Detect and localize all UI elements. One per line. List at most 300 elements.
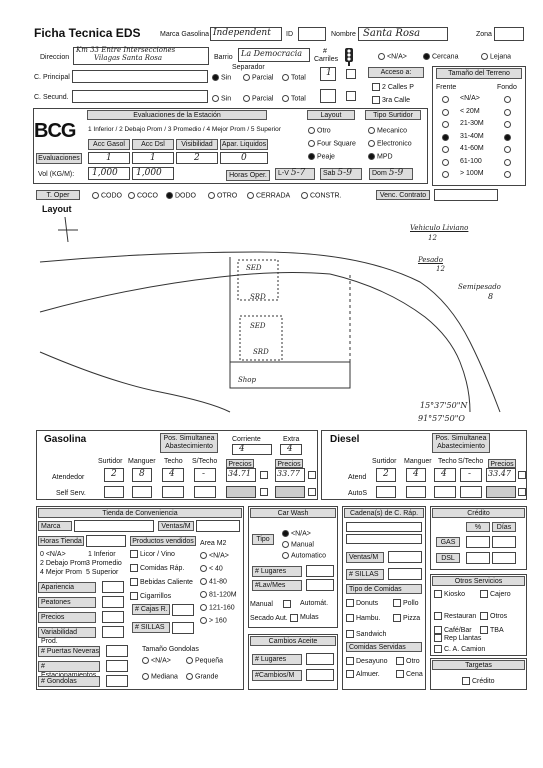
credito-dsl-pct[interactable] bbox=[466, 552, 490, 564]
producto-item[interactable] bbox=[130, 550, 175, 558]
comida-hambu[interactable] bbox=[346, 614, 381, 622]
oper-cerrada-option[interactable] bbox=[247, 192, 290, 199]
servicio-item[interactable] bbox=[434, 634, 481, 642]
servida-otro-check[interactable] bbox=[396, 657, 404, 665]
principal-total-label: Total bbox=[291, 74, 306, 82]
gas-self-manguer[interactable] bbox=[132, 486, 152, 498]
servicio-checkbox[interactable] bbox=[480, 590, 488, 598]
oper-constr-option[interactable] bbox=[301, 192, 342, 199]
servicio-checkbox[interactable] bbox=[434, 634, 442, 642]
servicio-checkbox[interactable] bbox=[434, 612, 442, 620]
gasolina-title: Gasolina bbox=[44, 434, 87, 445]
layout-peaje-radio[interactable] bbox=[308, 153, 315, 160]
servida-cena[interactable] bbox=[396, 670, 423, 678]
dom-box[interactable] bbox=[369, 168, 413, 180]
corriente-field[interactable] bbox=[232, 444, 272, 455]
gas-precio-2-cell[interactable] bbox=[275, 468, 305, 482]
dsl-auto-surtidor[interactable] bbox=[376, 486, 396, 498]
servicio-label: C. A. Camion bbox=[444, 645, 486, 653]
id-field[interactable] bbox=[298, 27, 326, 41]
lv-label: L-V bbox=[278, 170, 289, 177]
surtidor-electronico-radio[interactable] bbox=[368, 140, 375, 147]
servida-desayuno-check[interactable] bbox=[346, 657, 354, 665]
tienda-count-field[interactable] bbox=[106, 645, 128, 657]
dsl-precio-value: 33.47 bbox=[488, 469, 511, 478]
gondola-na-radio[interactable] bbox=[142, 657, 149, 664]
carwash-manual-option[interactable] bbox=[282, 541, 314, 548]
tienda-count-label: # Gondolas bbox=[38, 676, 100, 687]
tienda-count-label: # bbox=[38, 661, 100, 672]
gas-self-stecho[interactable] bbox=[194, 486, 216, 498]
principal-sin-option[interactable] bbox=[212, 74, 231, 81]
diesel-pos-button[interactable]: Pos. Simultanea Abastecimiento bbox=[432, 433, 490, 453]
gas-surtidor-cell[interactable] bbox=[104, 468, 124, 482]
area-radio[interactable] bbox=[200, 591, 207, 598]
credito-dsl-dias[interactable] bbox=[492, 552, 516, 564]
tienda-scale-4: 4 Mejor Prom bbox=[40, 569, 83, 576]
carwash-manual-check[interactable] bbox=[250, 600, 293, 608]
layout-peaje-option[interactable] bbox=[308, 153, 335, 160]
carwash-na-radio[interactable] bbox=[282, 530, 289, 537]
targetas-credito-label: Crédito bbox=[472, 677, 495, 685]
tienda-ventas-field[interactable] bbox=[196, 520, 240, 532]
secund-separador-check[interactable] bbox=[346, 91, 356, 101]
servida-otro-label: Otro bbox=[406, 657, 420, 665]
carwash-secado-check[interactable] bbox=[250, 614, 300, 622]
sab-box[interactable] bbox=[320, 168, 362, 180]
secund-total-radio[interactable] bbox=[282, 95, 289, 102]
oper-codo-option[interactable] bbox=[92, 192, 122, 199]
dsl-manguer-cell[interactable] bbox=[406, 468, 426, 482]
venc-contrato-label: Venc. Contrato bbox=[376, 190, 430, 200]
tienda-horas-field[interactable] bbox=[86, 535, 126, 547]
direccion-field[interactable] bbox=[73, 47, 209, 65]
comida-pollo-check[interactable] bbox=[393, 599, 401, 607]
gas-self-label: Self Serv. bbox=[56, 490, 86, 497]
producto-item[interactable] bbox=[130, 564, 184, 572]
gas-self-precio-1[interactable] bbox=[226, 486, 256, 498]
carwash-lav-field[interactable] bbox=[306, 579, 334, 591]
secund-total-option[interactable] bbox=[282, 95, 306, 102]
calle-secund-field[interactable] bbox=[72, 90, 208, 103]
tienda-count-field[interactable] bbox=[106, 675, 128, 687]
cambios-lugares-label: # Lugares bbox=[252, 654, 302, 665]
note-pesado: Pesado bbox=[418, 256, 443, 264]
layout-button[interactable]: Layout bbox=[307, 110, 355, 120]
terreno-fondo-radio[interactable] bbox=[504, 159, 511, 166]
terreno-fondo-radio[interactable] bbox=[504, 134, 511, 141]
gondola-grande-option[interactable] bbox=[186, 673, 218, 680]
area-radio[interactable] bbox=[200, 578, 207, 585]
area-label: > 160 bbox=[209, 617, 227, 625]
producto-checkbox[interactable] bbox=[130, 592, 138, 600]
terreno-fondo-radio[interactable] bbox=[504, 109, 511, 116]
ubicacion-cercana-radio[interactable] bbox=[423, 53, 430, 60]
principal-total-option[interactable] bbox=[282, 74, 306, 81]
gas-precios-header-2: Precios bbox=[275, 459, 303, 468]
oper-codo-radio[interactable] bbox=[92, 192, 99, 199]
surtidor-mpd-option[interactable] bbox=[368, 153, 393, 160]
servicio-label: TBA bbox=[490, 626, 504, 634]
servicio-item[interactable] bbox=[434, 590, 465, 598]
acceso-3ra-calle[interactable] bbox=[372, 96, 410, 104]
comida-pizza[interactable] bbox=[393, 614, 420, 622]
gas-precio-2-value: 33.77 bbox=[277, 469, 300, 478]
comida-pizza-label: Pizza bbox=[403, 614, 421, 622]
carwash-na-option[interactable] bbox=[282, 530, 311, 537]
carwash-auto-radio[interactable] bbox=[282, 552, 289, 559]
acceso-2calles[interactable] bbox=[372, 83, 414, 91]
comida-donuts-check[interactable] bbox=[346, 599, 354, 607]
servicio-item[interactable] bbox=[434, 626, 472, 634]
area-label: < 40 bbox=[209, 565, 223, 573]
gas-precio-2-check[interactable] bbox=[308, 471, 316, 479]
tienda-title: Tienda de Conveniencia bbox=[38, 508, 242, 518]
cambios-cambios-label: #Cambios/M bbox=[252, 670, 302, 681]
surtidor-mecanico-option[interactable] bbox=[368, 127, 407, 134]
terreno-fondo-radio[interactable] bbox=[504, 146, 511, 153]
oper-otro-radio[interactable] bbox=[208, 192, 215, 199]
zona-label: Zona bbox=[476, 31, 492, 38]
carwash-mulas-check[interactable] bbox=[300, 614, 319, 621]
cajas-field[interactable] bbox=[172, 604, 194, 616]
terreno-fondo-radio[interactable] bbox=[504, 96, 511, 103]
gas-self-precio-2[interactable] bbox=[275, 486, 305, 498]
terreno-frente-radio[interactable] bbox=[442, 121, 449, 128]
cadena-name-field-1[interactable] bbox=[346, 522, 422, 532]
traffic-light-icon bbox=[343, 48, 355, 66]
servicio-checkbox[interactable] bbox=[480, 626, 488, 634]
servicio-checkbox[interactable] bbox=[434, 626, 442, 634]
ubicacion-cercana-option[interactable] bbox=[423, 53, 458, 60]
oper-dodo-label: DODO bbox=[175, 192, 196, 200]
terreno-frente-radio[interactable] bbox=[442, 146, 449, 153]
ubicacion-na-radio[interactable] bbox=[378, 53, 385, 60]
servicio-label: Rep Llantas bbox=[444, 634, 482, 642]
barrio-value: La Democracia bbox=[241, 49, 303, 58]
oper-constr-label: CONSTR. bbox=[310, 192, 342, 200]
dsl-precio-check[interactable] bbox=[518, 471, 526, 479]
comida-sandwich[interactable] bbox=[346, 630, 386, 638]
tienda-eval-field[interactable] bbox=[102, 581, 124, 593]
terreno-frente-radio[interactable] bbox=[442, 96, 449, 103]
dsl-precio-cell[interactable] bbox=[486, 468, 516, 482]
area-label: 41-80 bbox=[209, 578, 227, 586]
principal-parcial-radio[interactable] bbox=[243, 74, 250, 81]
surtidor-electronico-option[interactable] bbox=[368, 140, 412, 147]
vol-gas-field[interactable] bbox=[88, 167, 130, 180]
oper-cerrada-radio[interactable] bbox=[247, 192, 254, 199]
servicio-checkbox[interactable] bbox=[480, 612, 488, 620]
gas-self-precio-1-check[interactable] bbox=[260, 488, 268, 496]
layout-four-square-radio[interactable] bbox=[308, 140, 315, 147]
tienda-eval-field[interactable] bbox=[102, 596, 124, 608]
producto-checkbox[interactable] bbox=[130, 578, 138, 586]
gondola-pequena-radio[interactable] bbox=[186, 657, 193, 664]
apar-liquidos-header: Apar. Liquidos bbox=[221, 141, 267, 148]
dsl-surtidor-header: Surtidor bbox=[372, 458, 397, 465]
tienda-eval-field[interactable] bbox=[102, 611, 124, 623]
note-semipesado-count: 8 bbox=[488, 292, 494, 301]
gondola-mediana-option[interactable] bbox=[142, 673, 178, 680]
tienda-eval-label: Variabilidad Prod. bbox=[38, 627, 96, 638]
carwash-automat-check[interactable] bbox=[300, 600, 328, 607]
gas-manguer-cell[interactable] bbox=[132, 468, 152, 482]
carwash-lav-label: #Lav/Mes bbox=[252, 580, 302, 591]
tienda-horas-label: Horas Tienda bbox=[38, 536, 84, 546]
tienda-eval-field[interactable] bbox=[102, 626, 124, 638]
venc-contrato-field[interactable] bbox=[434, 189, 498, 201]
principal-total-radio[interactable] bbox=[282, 74, 289, 81]
oper-coco-option[interactable] bbox=[128, 192, 158, 199]
gondola-mediana-label: Mediana bbox=[151, 673, 178, 681]
marca-field[interactable] bbox=[210, 27, 282, 41]
dsl-manguer-header: Manguer bbox=[404, 458, 432, 465]
terreno-frente-radio[interactable] bbox=[442, 109, 449, 116]
acc-dsl-header: Acc Dsl bbox=[132, 139, 174, 150]
servida-almuer-label: Almuer. bbox=[356, 670, 380, 678]
servicio-label: Café/Bar bbox=[444, 626, 472, 634]
horas-oper-label: Horas Oper. bbox=[226, 170, 270, 181]
servida-desayuno[interactable] bbox=[346, 657, 388, 665]
carwash-auto-label: Automatico bbox=[291, 552, 327, 560]
cadena-name-field-2[interactable] bbox=[346, 534, 422, 544]
extra-field[interactable] bbox=[280, 444, 302, 455]
producto-item[interactable] bbox=[130, 578, 193, 586]
servida-desayuno-label: Desayuno bbox=[356, 657, 388, 665]
servicio-item[interactable] bbox=[480, 590, 511, 598]
carriles-label: # Carriles bbox=[314, 48, 339, 63]
area-option[interactable] bbox=[200, 617, 227, 624]
oper-coco-label: COCO bbox=[137, 192, 158, 200]
visibilidad-value[interactable] bbox=[176, 152, 218, 164]
layout-title: Layout bbox=[42, 204, 72, 214]
servida-almuer[interactable] bbox=[346, 670, 380, 678]
surtidor-electronico-label: Electronico bbox=[377, 140, 412, 148]
visibilidad-header: Visibilidad bbox=[176, 139, 218, 150]
dsl-stecho-value: - bbox=[468, 469, 472, 479]
separador-check[interactable] bbox=[346, 69, 356, 79]
oper-coco-radio[interactable] bbox=[128, 192, 135, 199]
cadena-ventas-field[interactable] bbox=[388, 551, 422, 563]
dsl-auto-stecho[interactable] bbox=[460, 486, 482, 498]
layout-otro-radio[interactable] bbox=[308, 127, 315, 134]
cambios-title: Cambios Aceite bbox=[250, 636, 336, 646]
oper-dodo-radio[interactable] bbox=[166, 192, 173, 199]
area-option[interactable] bbox=[200, 565, 223, 572]
oper-constr-radio[interactable] bbox=[301, 192, 308, 199]
area-option[interactable] bbox=[200, 552, 229, 559]
nombre-label: Nombre bbox=[331, 31, 356, 38]
marca-value: Independent bbox=[213, 28, 271, 38]
tienda-scale-3: 3 Promedio bbox=[86, 560, 122, 567]
ubicacion-na-label: <N/A> bbox=[387, 53, 407, 61]
oper-otro-option[interactable] bbox=[208, 192, 237, 199]
gas-techo-cell[interactable] bbox=[162, 468, 184, 482]
tienda-sillas-label: # SILLAS bbox=[132, 622, 170, 633]
terreno-fondo-radio[interactable] bbox=[504, 171, 511, 178]
servicio-item[interactable] bbox=[480, 626, 504, 634]
servicio-label: Restauran bbox=[444, 612, 477, 620]
area-radio[interactable] bbox=[200, 552, 207, 559]
ubicacion-lejana-radio[interactable] bbox=[481, 53, 488, 60]
acc-gasol-value[interactable] bbox=[88, 152, 130, 164]
dsl-stecho-cell[interactable] bbox=[460, 468, 482, 482]
area-radio[interactable] bbox=[200, 617, 207, 624]
secund-sin-radio[interactable] bbox=[212, 95, 219, 102]
gas-atendedor-label: Atendedor bbox=[52, 474, 85, 481]
gondola-mediana-radio[interactable] bbox=[142, 673, 149, 680]
vol-dsl-field[interactable] bbox=[132, 167, 174, 180]
credito-gas-pct[interactable] bbox=[466, 536, 490, 548]
credito-title: Crédito bbox=[432, 508, 525, 518]
carwash-manual-label: Manual bbox=[291, 541, 314, 549]
servida-almuer-check[interactable] bbox=[346, 670, 354, 678]
visibilidad-text: 2 bbox=[194, 153, 200, 163]
barrio-field[interactable] bbox=[238, 48, 310, 62]
tienda-count-field[interactable] bbox=[106, 660, 128, 672]
terreno-option-label: < 20M bbox=[460, 107, 480, 115]
gas-surtidor-header: Surtidor bbox=[98, 458, 123, 465]
note-pesado-count: 12 bbox=[436, 265, 445, 273]
servida-cena-check[interactable] bbox=[396, 670, 404, 678]
dsl-surtidor-cell[interactable] bbox=[376, 468, 396, 482]
targetas-credito-check[interactable] bbox=[462, 677, 470, 685]
secund-parcial-option[interactable] bbox=[243, 95, 273, 102]
producto-checkbox[interactable] bbox=[130, 564, 138, 572]
principal-sin-radio[interactable] bbox=[212, 74, 219, 81]
comida-sandwich-check[interactable] bbox=[346, 630, 354, 638]
gasolina-pos-button[interactable]: Pos. Simultanea Abastecimiento bbox=[160, 433, 218, 453]
calle-principal-field[interactable] bbox=[72, 70, 208, 83]
ubicacion-na-option[interactable] bbox=[378, 53, 407, 60]
principal-parcial-option[interactable] bbox=[243, 74, 273, 81]
dsl-auto-precio-check[interactable] bbox=[518, 488, 526, 496]
acc-gasol-header: Acc Gasol bbox=[88, 139, 130, 150]
area-option[interactable] bbox=[200, 578, 227, 585]
servicio-item[interactable] bbox=[434, 645, 485, 653]
gondola-grande-label: Grande bbox=[195, 673, 219, 681]
direccion-value-1: Km 33 Entre Intersecciones bbox=[76, 46, 176, 54]
producto-item[interactable] bbox=[130, 592, 171, 600]
oper-dodo-option[interactable] bbox=[166, 192, 196, 199]
principal-sin-label: Sin bbox=[221, 74, 232, 82]
servicio-checkbox[interactable] bbox=[434, 590, 442, 598]
dsl-techo-cell[interactable] bbox=[434, 468, 456, 482]
comida-pollo[interactable] bbox=[393, 599, 419, 607]
acceso-3ra-check[interactable] bbox=[372, 96, 380, 104]
secund-carriles-field[interactable] bbox=[320, 89, 336, 103]
gas-self-techo[interactable] bbox=[162, 486, 184, 498]
layout-otro-option[interactable] bbox=[308, 127, 331, 134]
nombre-field[interactable] bbox=[358, 27, 448, 41]
carwash-lugares-field[interactable] bbox=[306, 565, 334, 577]
tienda-sillas-field[interactable] bbox=[172, 622, 194, 634]
area-label: 121-160 bbox=[209, 604, 235, 612]
gas-precio-1-cell[interactable] bbox=[226, 468, 256, 482]
tipo-comidas-title: Tipo de Comidas bbox=[346, 584, 422, 594]
tienda-marca-field[interactable] bbox=[74, 520, 154, 532]
producto-checkbox[interactable] bbox=[130, 550, 138, 558]
gas-stecho-cell[interactable] bbox=[194, 468, 216, 482]
comida-hambu-check[interactable] bbox=[346, 614, 354, 622]
surtidor-mecanico-radio[interactable] bbox=[368, 127, 375, 134]
gondola-na-option[interactable] bbox=[142, 657, 171, 664]
terreno-option-label: 31-40M bbox=[460, 132, 484, 140]
tipo-surtidor-button[interactable]: Tipo Surtidor bbox=[365, 110, 421, 120]
servicio-item[interactable] bbox=[434, 612, 476, 620]
servida-otro[interactable] bbox=[396, 657, 420, 665]
carriles-field[interactable] bbox=[320, 67, 336, 81]
evaluaciones-scale: 1 Inferior / 2 Debajo Prom / 3 Promedio / 4 Mejor Prom / 5 Superior bbox=[88, 126, 281, 133]
acc-dsl-text: 1 bbox=[150, 153, 156, 163]
terreno-frente-radio[interactable] bbox=[442, 171, 449, 178]
terreno-frente-radio[interactable] bbox=[442, 159, 449, 166]
acc-dsl-value[interactable] bbox=[132, 152, 174, 164]
targetas-credito[interactable] bbox=[462, 677, 495, 685]
layout-four-square-option[interactable] bbox=[308, 140, 356, 147]
area-option[interactable] bbox=[200, 591, 237, 598]
cambios-cambios-field[interactable] bbox=[306, 669, 334, 681]
apar-liquidos-value[interactable] bbox=[220, 152, 268, 164]
carwash-manual-checkbox[interactable] bbox=[283, 600, 291, 608]
gondola-pequena-option[interactable] bbox=[186, 657, 223, 664]
ubicacion-lejana-option[interactable] bbox=[481, 53, 511, 60]
lv-box[interactable] bbox=[275, 168, 315, 180]
terreno-fondo-radio[interactable] bbox=[504, 121, 511, 128]
t-oper-label: T. Oper bbox=[36, 190, 80, 200]
terreno-frente-label: Frente bbox=[436, 84, 457, 91]
extra-value: 4 bbox=[287, 444, 293, 454]
acc-gasol-text: 1 bbox=[106, 153, 112, 163]
dsl-auto-manguer[interactable] bbox=[406, 486, 426, 498]
area-radio[interactable] bbox=[200, 565, 207, 572]
servicio-label: Kiosko bbox=[444, 590, 466, 598]
cadena-sillas-field[interactable] bbox=[388, 568, 422, 580]
sab-value: 5-9 bbox=[337, 168, 352, 178]
zona-field[interactable] bbox=[494, 27, 524, 41]
corriente-label: Corriente bbox=[232, 436, 261, 443]
carwash-auto-option[interactable] bbox=[282, 552, 326, 559]
comida-donuts[interactable] bbox=[346, 599, 378, 607]
dsl-auto-techo[interactable] bbox=[434, 486, 456, 498]
terreno-frente-radio[interactable] bbox=[442, 134, 449, 141]
gondola-grande-radio[interactable] bbox=[186, 673, 193, 680]
surtidor-mpd-radio[interactable] bbox=[368, 153, 375, 160]
carwash-secado-checkbox[interactable] bbox=[290, 614, 298, 622]
area-radio[interactable] bbox=[200, 604, 207, 611]
targetas-title: Targetas bbox=[432, 660, 525, 670]
servicio-item[interactable] bbox=[480, 612, 507, 620]
ubicacion-cercana-label: Cercana bbox=[432, 53, 459, 61]
gas-precio-1-check[interactable] bbox=[260, 471, 268, 479]
acceso-2calles-check[interactable] bbox=[372, 83, 380, 91]
cambios-lugares-field[interactable] bbox=[306, 653, 334, 665]
layout-sketch bbox=[30, 212, 530, 427]
comida-pizza-check[interactable] bbox=[393, 614, 401, 622]
secund-parcial-radio[interactable] bbox=[243, 95, 250, 102]
gas-self-surtidor[interactable] bbox=[104, 486, 124, 498]
area-option[interactable] bbox=[200, 604, 235, 611]
gas-self-precio-2-check[interactable] bbox=[308, 488, 316, 496]
dsl-auto-precio[interactable] bbox=[486, 486, 516, 498]
dsl-techo-header: Techo bbox=[438, 458, 457, 465]
carwash-manual-radio[interactable] bbox=[282, 541, 289, 548]
credito-gas-dias[interactable] bbox=[492, 536, 516, 548]
secund-sin-option[interactable] bbox=[212, 95, 231, 102]
gas-manguer-header: Manguer bbox=[128, 458, 156, 465]
servicio-checkbox[interactable] bbox=[434, 645, 442, 653]
